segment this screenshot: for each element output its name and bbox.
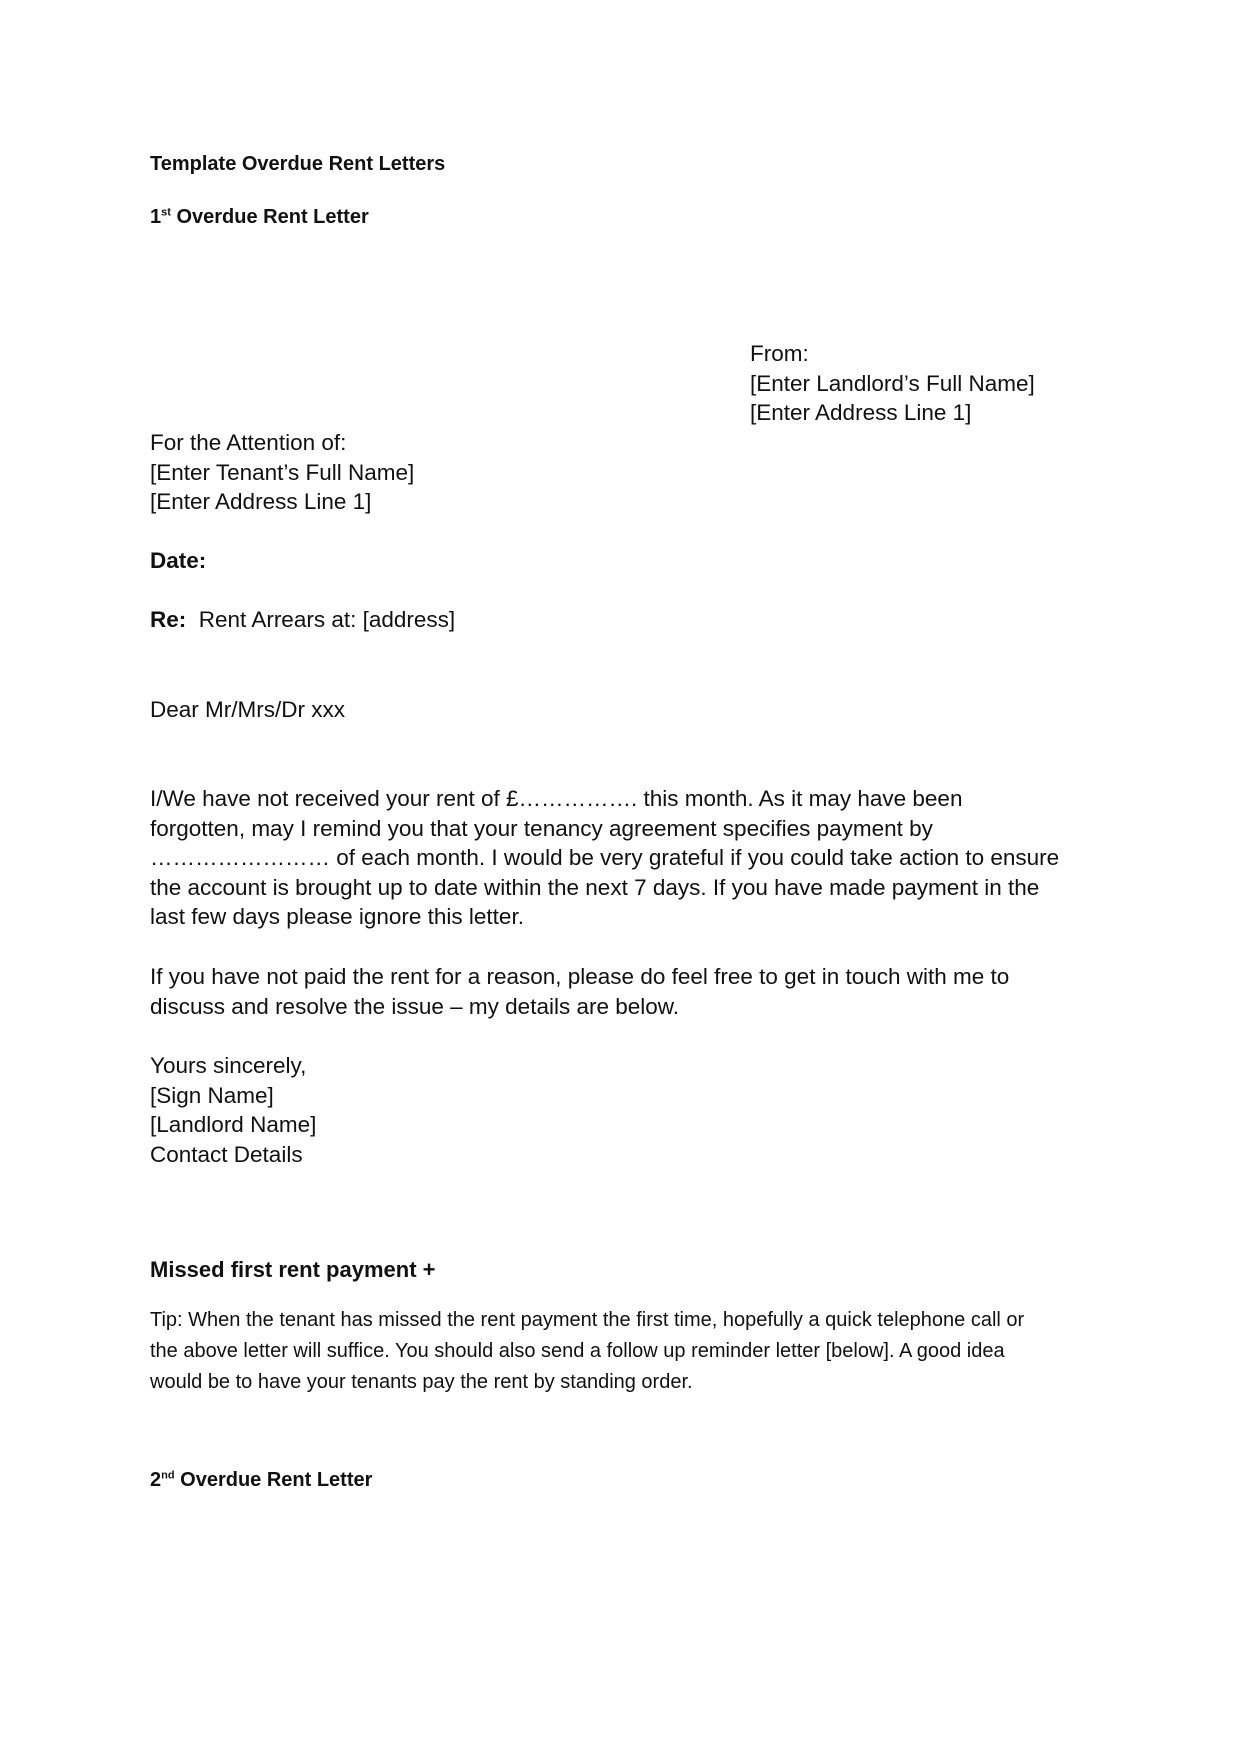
paragraph-line: forgotten, may I remind you that your tenancy agreement specifies payment by bbox=[150, 815, 933, 841]
paragraph-line: last few days please ignore this letter. bbox=[150, 904, 524, 930]
signoff-line: Contact Details bbox=[150, 1141, 303, 1167]
first-letter-heading bbox=[150, 205, 369, 229]
from-name: [Enter Landlord’s Full Name] bbox=[750, 370, 1035, 396]
paragraph-line: the account is brought up to date within the next 7 days. If you have made payment in the bbox=[150, 874, 1040, 900]
paragraph-line: I/We have not received your rent of £……………. this month. As it may have been bbox=[150, 786, 963, 811]
second-letter-heading bbox=[150, 1468, 372, 1492]
signoff-line: [Landlord Name] bbox=[150, 1112, 317, 1138]
heading-ordinal: st bbox=[161, 206, 171, 219]
heading-number: 2 bbox=[150, 1469, 162, 1491]
paragraph-line: If you have not paid the rent for a reason, please do feel free to get in touch with me to bbox=[150, 964, 1010, 989]
re-text: Rent Arrears at: [address] bbox=[198, 607, 456, 632]
paragraph-2 bbox=[150, 962, 1009, 1021]
signoff-line: [Sign Name] bbox=[150, 1082, 274, 1108]
tip-line: Tip: When the tenant has missed the rent payment the first time, hopefully a quick telephone call or bbox=[150, 1309, 1025, 1331]
from-address: [Enter Address Line 1] bbox=[750, 400, 972, 426]
signoff-block bbox=[150, 1051, 316, 1169]
paragraph-line: discuss and resolve the issue – my details are below. bbox=[150, 993, 680, 1019]
heading-number: 1 bbox=[150, 206, 162, 228]
heading-ordinal: nd bbox=[161, 1469, 175, 1482]
attention-label: For the Attention of: bbox=[150, 430, 347, 455]
attention-address: [Enter Address Line 1] bbox=[150, 489, 372, 515]
document-title: Template Overdue Rent Letters bbox=[150, 153, 446, 175]
signoff-line: Yours sincerely, bbox=[150, 1053, 307, 1078]
attention-name: [Enter Tenant’s Full Name] bbox=[150, 459, 415, 485]
tip-block bbox=[150, 1305, 1024, 1398]
heading-text: Overdue Rent Letter bbox=[174, 1469, 373, 1491]
attention-block bbox=[150, 428, 414, 517]
re-line bbox=[150, 605, 455, 635]
paragraph-1 bbox=[150, 784, 1059, 932]
from-label: From: bbox=[750, 341, 809, 366]
tip-line: the above letter will suffice. You should also send a follow up reminder letter [below]. A good idea bbox=[150, 1340, 1005, 1362]
heading-text: Overdue Rent Letter bbox=[170, 206, 369, 228]
from-block bbox=[750, 339, 1035, 428]
paragraph-line: …………………… of each month. I would be very grateful if you could take action to ensure bbox=[150, 845, 1060, 871]
date-label: Date: bbox=[150, 548, 207, 573]
tip-line: would be to have your tenants pay the rent by standing order. bbox=[150, 1371, 693, 1393]
missed-payment-heading: Missed first rent payment + bbox=[150, 1257, 436, 1282]
salutation: Dear Mr/Mrs/Dr xxx bbox=[150, 697, 345, 722]
re-label: Re: bbox=[150, 607, 187, 632]
